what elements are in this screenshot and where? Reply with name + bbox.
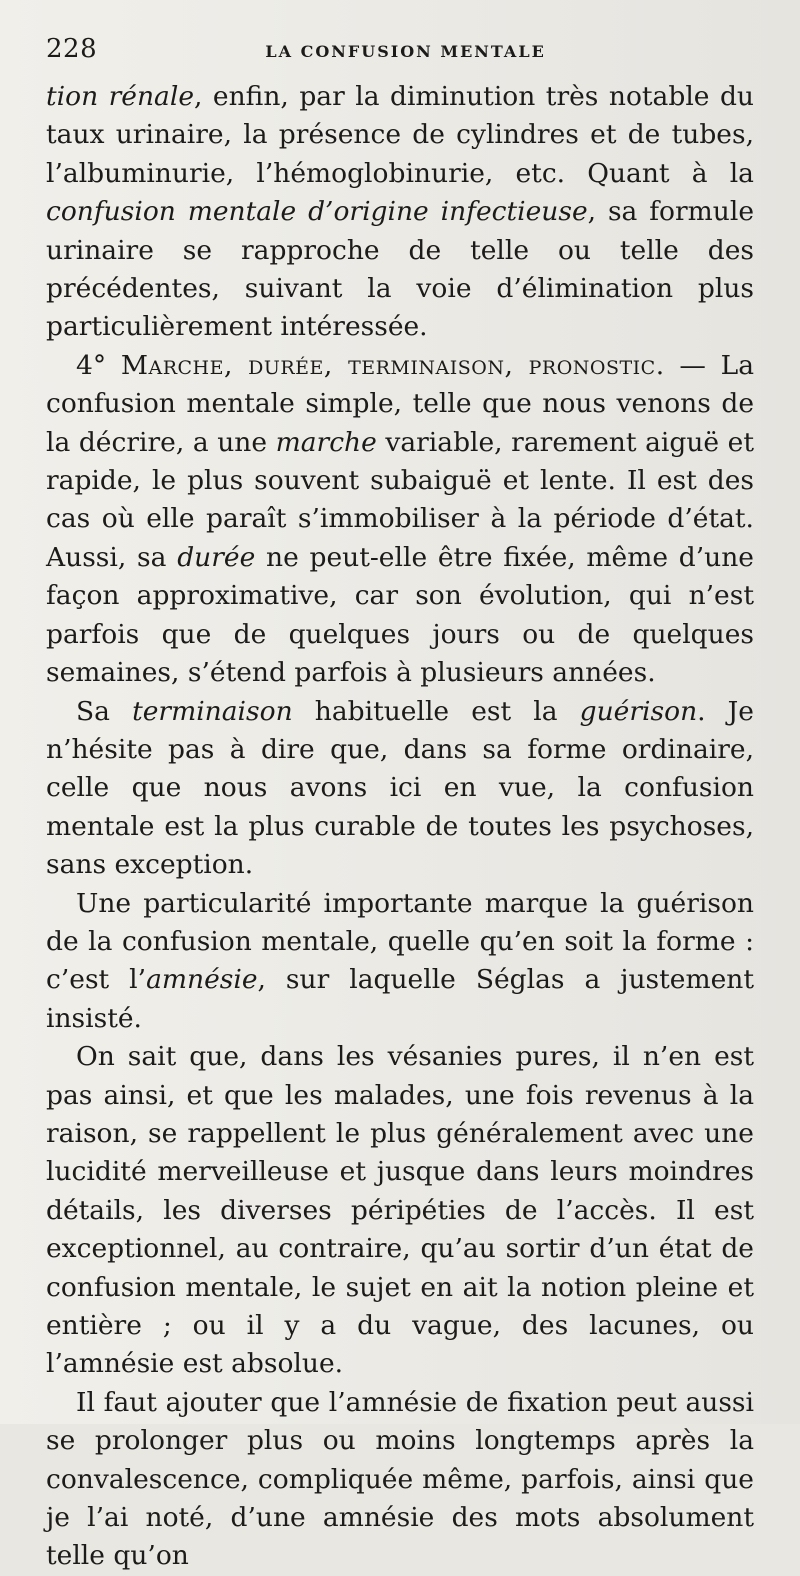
smallcaps-heading: Marche, durée, terminaison, pronostic. [120,349,665,381]
running-head: LA CONFUSION MENTALE [265,42,546,61]
page-header [46,34,754,78]
italic-text: tion rénale [46,81,195,112]
text-run: ne peut-elle être fixée, même d’une façon approximative, car son évolution, qui n’est parfois que de quelques jours ou de quelques semaines, s’étend parfois à plusieurs années. [46,541,754,689]
text-run: 4° [76,349,121,381]
text-run: Une particularité importante marque la guérison de la confusion mentale, quelle qu’en soit la forme : c’est l’ [46,887,754,996]
paragraph-6 [46,1384,754,1576]
page-number: 228 [46,34,98,64]
paragraph-3 [46,693,754,885]
body-text [46,78,754,1576]
italic-text: durée [177,541,256,573]
italic-text: amnésie [146,964,258,996]
text-run: Sa [76,695,133,727]
paragraph-5 [46,1038,754,1384]
text-run: , sur laquelle Séglas a justement insisté. [46,964,754,1034]
text-run: variable, rarement aiguë et rapide, le plus souvent subaiguë et lente. Il est des cas où elle paraît s’immobiliser à la période d’état. Aussi, sa [46,426,754,573]
text-run: . Je n’hésite pas à dire que, dans sa forme ordinaire, celle que nous avons ici en vue, la confusion mentale est la plus curable de toutes les psychoses, sans exception. [46,695,754,881]
paragraph-4 [46,885,754,1039]
text-run: — La confusion mentale simple, telle que nous venons de la décrire, a une [46,349,754,458]
text-run: , enfin, par la diminution très notable du taux urinaire, la présence de cylindres et de tubes, l’albuminurie, l’hémoglobinurie, etc. Quant à la [46,81,754,189]
paragraph-1 [46,78,754,347]
text-run: On sait que, dans les vésanies pures, il n’en est pas ainsi, et que les malades, une fois revenus à la raison, se rappellent le plus généralement avec une lucidité merveilleuse et jusque dans leurs moindres détails, les diverses péripéties de l’accès. Il est exceptionnel, au contraire, qu’au sortir d’un état de confusion mentale, le sujet en ait la notion pleine et entière ; ou il y a du vague, des lacunes, ou l’amnésie est absolue. [46,1041,754,1380]
paragraph-2 [46,347,754,693]
text-run: Il faut ajouter que l’amnésie de fixation peut aussi se prolonger plus ou moins longtemps après la convalescence, compliquée même, parfois, ainsi que je l’ai noté, d’une amnésie des mots absolument telle qu’on [46,1386,754,1572]
text-run: habituelle est la [292,695,580,727]
italic-text: terminaison [132,695,293,727]
italic-text: confusion mentale d’origine infectieuse [46,196,588,228]
italic-text: marche [275,426,377,458]
italic-text: guérison [579,695,698,727]
text-run: , sa formule urinaire se rapproche de telle ou telle des précédentes, suivant la voie d’élimination plus particulièrement intéressée. [46,196,755,343]
